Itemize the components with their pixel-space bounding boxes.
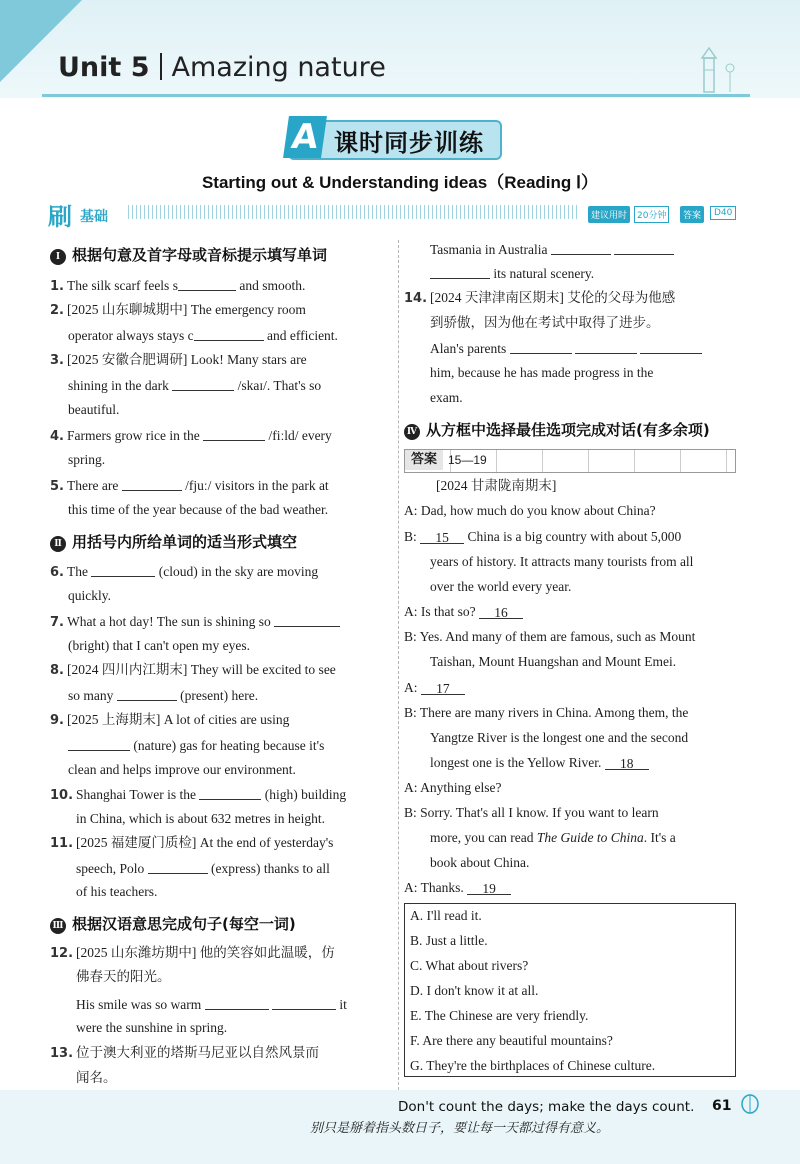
section-1-heading [50, 244, 327, 265]
q1-blank[interactable] [178, 276, 236, 291]
q2-text: [2025 山东聊城期中] The emergency room [66, 302, 306, 317]
answer-strip-range: 15—19 [448, 453, 487, 467]
dialogue-line [404, 603, 523, 621]
q12-blank-2[interactable] [272, 995, 336, 1010]
q1-text: The silk scarf feels [66, 278, 173, 293]
section-2-num: Ⅱ [50, 536, 66, 552]
dialogue-line [404, 528, 681, 546]
q14-line2: 到骄傲，因为他在考试中取得了进步。 [430, 315, 660, 330]
q12-line2: 佛春天的阳光。 [76, 969, 171, 984]
section-3-num: Ⅲ [50, 918, 66, 934]
option-f: F. Are there any beautiful mountains? [410, 1033, 613, 1048]
q5-line2: this time of the year because of the bad weather. [68, 502, 329, 517]
dialogue-source: [2024 甘肃陇南期末] [436, 478, 557, 493]
q11-number: 11. [50, 836, 74, 851]
q5-blank[interactable] [122, 476, 182, 491]
q7-line1 [50, 612, 340, 632]
q6-line2: quickly. [68, 588, 111, 603]
blank-15[interactable]: 15 [420, 529, 464, 544]
q7-number: 7. [50, 615, 64, 630]
q2-number: 2. [50, 303, 64, 318]
q8-text-end: (present) here. [176, 688, 259, 703]
q5-phonetic: /fjuː/ visitors in the park at [181, 478, 329, 493]
time-label: 建议用时 [588, 206, 630, 223]
q11-text-end: (express) thanks to all [207, 861, 330, 876]
q13-blank-3[interactable] [430, 264, 490, 279]
q12-line3 [76, 995, 347, 1014]
blank-16[interactable]: 16 [479, 604, 523, 619]
dialogue-line: A: Dad, how much do you know about China? [404, 503, 656, 518]
lighthouse-icon [690, 42, 740, 94]
q1-hint: s [172, 278, 178, 293]
dialogue-line: years of history. It attracts many tourists from all [430, 554, 694, 569]
section-3-heading [50, 913, 296, 934]
q14-line4: him, because he has made progress in the [430, 365, 654, 380]
q2-hint: c [187, 328, 194, 343]
unit-title [58, 52, 386, 83]
q4-phonetic: /fiːld/ every [265, 428, 332, 443]
q1-text-end: and smooth. [235, 278, 306, 293]
q11-blank[interactable] [148, 859, 208, 874]
q13-number: 13. [50, 1046, 74, 1061]
q2-line1 [50, 301, 306, 320]
dialogue-line [404, 679, 465, 697]
q10-line2: in China, which is about 632 metres in height. [76, 811, 325, 826]
dialogue-text: A: Thanks. [404, 880, 468, 895]
section-4-title: 从方框中选择最佳选项完成对话(有多余项) [426, 421, 710, 439]
page-number: 61 [712, 1098, 732, 1114]
q9-text: [2025 上海期末] A lot of cities are using [66, 712, 290, 727]
section-badge: A [283, 116, 327, 158]
dialogue-line [404, 879, 511, 897]
q11-line3: of his teachers. [76, 884, 158, 899]
q12-number: 12. [50, 946, 74, 961]
q12-text3: His smile was so warm [76, 997, 205, 1012]
dialogue-text: A: Is that so? [404, 604, 479, 619]
q7-line2: (bright) that I can't open my eyes. [68, 638, 250, 653]
answer-strip-label: 答案 [405, 450, 443, 470]
q4-text: Farmers grow rice in the [66, 428, 204, 443]
dialogue-text: China is a big country with about 5,000 [464, 529, 682, 544]
q10-text-end: (high) building [261, 787, 347, 802]
balloon-icon [738, 1094, 762, 1118]
q5-number: 5. [50, 479, 64, 494]
q3-line3: beautiful. [68, 402, 120, 417]
unit-name: Amazing nature [171, 52, 386, 83]
q8-line1 [50, 661, 336, 680]
section-1-title: 根据句意及首字母或音标提示填写单词 [72, 246, 328, 264]
q14-line1 [404, 289, 675, 308]
q14-line5: exam. [430, 390, 463, 405]
q10-line1 [50, 785, 346, 805]
q6-text-end: (cloud) in the sky are moving [155, 564, 319, 579]
dialogue-line: Yangtze River is the longest one and the second [430, 730, 689, 745]
q8-number: 8. [50, 663, 64, 678]
unit-number: Unit 5 [58, 52, 150, 83]
q13-line4 [430, 264, 594, 283]
q14-blank-2[interactable] [575, 339, 637, 354]
column-divider [398, 240, 399, 1090]
blank-18[interactable]: 18 [605, 755, 649, 770]
book-title: The Guide to China [536, 830, 644, 845]
answer-page: D40 [710, 206, 736, 220]
brand-sub: 基础 [80, 209, 108, 225]
q12-line4: were the sunshine in spring. [76, 1020, 228, 1035]
q13-text4: its natural scenery. [493, 266, 595, 281]
unit-separator [160, 53, 162, 80]
q14-text3: Alan's parents [430, 341, 510, 356]
q5-line1 [50, 476, 329, 496]
dialogue-line: book about China. [430, 855, 530, 870]
q12-blank-1[interactable] [205, 995, 269, 1010]
q13-blank-2[interactable] [614, 240, 674, 255]
q14-line3 [430, 339, 702, 358]
q3-phonetic: /skaɪ/. That's so [234, 378, 322, 393]
q11-line2 [76, 859, 330, 878]
dialogue-text: more, you can read [430, 830, 537, 845]
q11-line1 [50, 834, 333, 853]
q8-blank[interactable] [117, 686, 177, 701]
q3-number: 3. [50, 353, 64, 368]
dialogue-line: B: Yes. And many of them are famous, such as Mount [404, 629, 696, 644]
dialogue-text: . It's a [643, 830, 676, 845]
dialogue-line: B: Sorry. That's all I know. If you want to learn [404, 805, 659, 820]
dialogue-speaker: A: [404, 680, 421, 695]
option-b: B. Just a little. [410, 933, 488, 948]
q6-number: 6. [50, 565, 64, 580]
q3-line1 [50, 351, 307, 370]
footer-motto-cn: 别只是掰着指头数日子，要让每一天都过得有意义。 [310, 1121, 610, 1136]
q7-blank[interactable] [274, 612, 340, 627]
q7-text: What a hot day! The sun is shining so [66, 614, 275, 629]
dialogue-line: A: Anything else? [404, 780, 502, 795]
q9-line2 [68, 736, 324, 755]
option-c: C. What about rivers? [410, 958, 529, 973]
q4-blank[interactable] [203, 426, 265, 441]
section-2-title: 用括号内所给单词的适当形式填空 [72, 533, 298, 551]
q4-line1 [50, 426, 332, 446]
dialogue-line: B: There are many rivers in China. Among them, the [404, 705, 689, 720]
dialogue-line [430, 829, 676, 847]
option-d: D. I don't know it at all. [410, 983, 539, 998]
q9-blank[interactable] [68, 736, 130, 751]
q11-text2: speech, Polo [76, 861, 148, 876]
q9-number: 9. [50, 713, 64, 728]
q13-text: 位于澳大利亚的塔斯马尼亚以自然风景而 [76, 1045, 320, 1060]
section-3-title: 根据汉语意思完成句子(每空一词) [72, 915, 296, 933]
section-1-num: Ⅰ [50, 249, 66, 265]
q3-text2: shining in the dark [68, 378, 173, 393]
option-g: G. They're the birthplaces of Chinese culture. [410, 1058, 656, 1073]
dialogue-speaker: B: [404, 529, 421, 544]
q10-blank[interactable] [199, 785, 261, 800]
q14-blank-1[interactable] [510, 339, 572, 354]
dialogue-line: over the world every year. [430, 579, 572, 594]
q11-text: [2025 福建厦门质检] At the end of yesterday's [76, 835, 334, 850]
q13-blank-1[interactable] [551, 240, 611, 255]
q12-text: [2025 山东潍坊期中] 他的笑容如此温暖，仿 [76, 945, 335, 960]
q2-text-end: and efficient. [263, 328, 338, 343]
dotted-rule [128, 205, 580, 219]
q6-line1 [50, 562, 318, 582]
section-2-heading [50, 531, 297, 552]
q13-line3 [430, 240, 674, 259]
q2-text2: operator always stays [68, 328, 188, 343]
option-e: E. The Chinese are very friendly. [410, 1008, 589, 1023]
q4-line2: spring. [68, 452, 106, 467]
q12-text4: it [336, 997, 347, 1012]
option-a: A. I'll read it. [410, 908, 482, 923]
answer-label: 答案 [680, 206, 704, 223]
blank-17[interactable]: 17 [421, 680, 465, 695]
q13-line1 [50, 1044, 319, 1063]
dialogue-line [430, 754, 649, 772]
q2-blank[interactable] [194, 326, 264, 341]
q1-number: 1. [50, 279, 64, 294]
q4-number: 4. [50, 429, 64, 444]
q9-text2: (nature) gas for heating because it's [130, 738, 325, 753]
q9-line1 [50, 711, 289, 730]
section-4-num: Ⅳ [404, 424, 420, 440]
q14-number: 14. [404, 291, 428, 306]
header-rule [42, 94, 750, 97]
q10-text: Shanghai Tower is the [76, 787, 200, 802]
section-4-heading [404, 419, 710, 440]
q3-line2 [68, 376, 321, 395]
q13-line2: 闻名。 [76, 1070, 117, 1085]
q9-line3: clean and helps improve our environment. [68, 762, 296, 777]
section-title: 课时同步训练 [334, 129, 484, 157]
q8-text2: so many [68, 688, 117, 703]
q5-text: There are [66, 478, 122, 493]
q12-line1 [50, 944, 335, 963]
dialogue-line: Taishan, Mount Huangshan and Mount Emei. [430, 654, 677, 669]
q1-line [50, 276, 305, 296]
q3-blank[interactable] [172, 376, 234, 391]
dialogue-text: longest one is the Yellow River. [430, 755, 605, 770]
q10-number: 10. [50, 788, 74, 803]
time-value: 20分钟 [634, 206, 669, 223]
footer-motto-en: Don't count the days; make the days count. [398, 1099, 695, 1115]
q13-text3: Tasmania in Australia [430, 242, 551, 257]
lesson-title: Starting out & Understanding ideas（Reading Ⅰ） [201, 173, 599, 192]
q8-text: [2024 四川内江期末] They will be excited to see [66, 662, 336, 677]
q2-line2 [68, 326, 338, 345]
q8-line2 [68, 686, 258, 705]
q14-text: [2024 天津津南区期末] 艾伦的父母为他感 [430, 290, 676, 305]
header-band [0, 0, 800, 98]
brand-mark: 刷 [48, 203, 72, 231]
blank-19[interactable]: 19 [467, 880, 511, 895]
q6-blank[interactable] [91, 562, 155, 577]
q6-text: The [66, 564, 92, 579]
q14-blank-3[interactable] [640, 339, 702, 354]
q3-text: [2025 安徽合肥调研] Look! Many stars are [66, 352, 307, 367]
